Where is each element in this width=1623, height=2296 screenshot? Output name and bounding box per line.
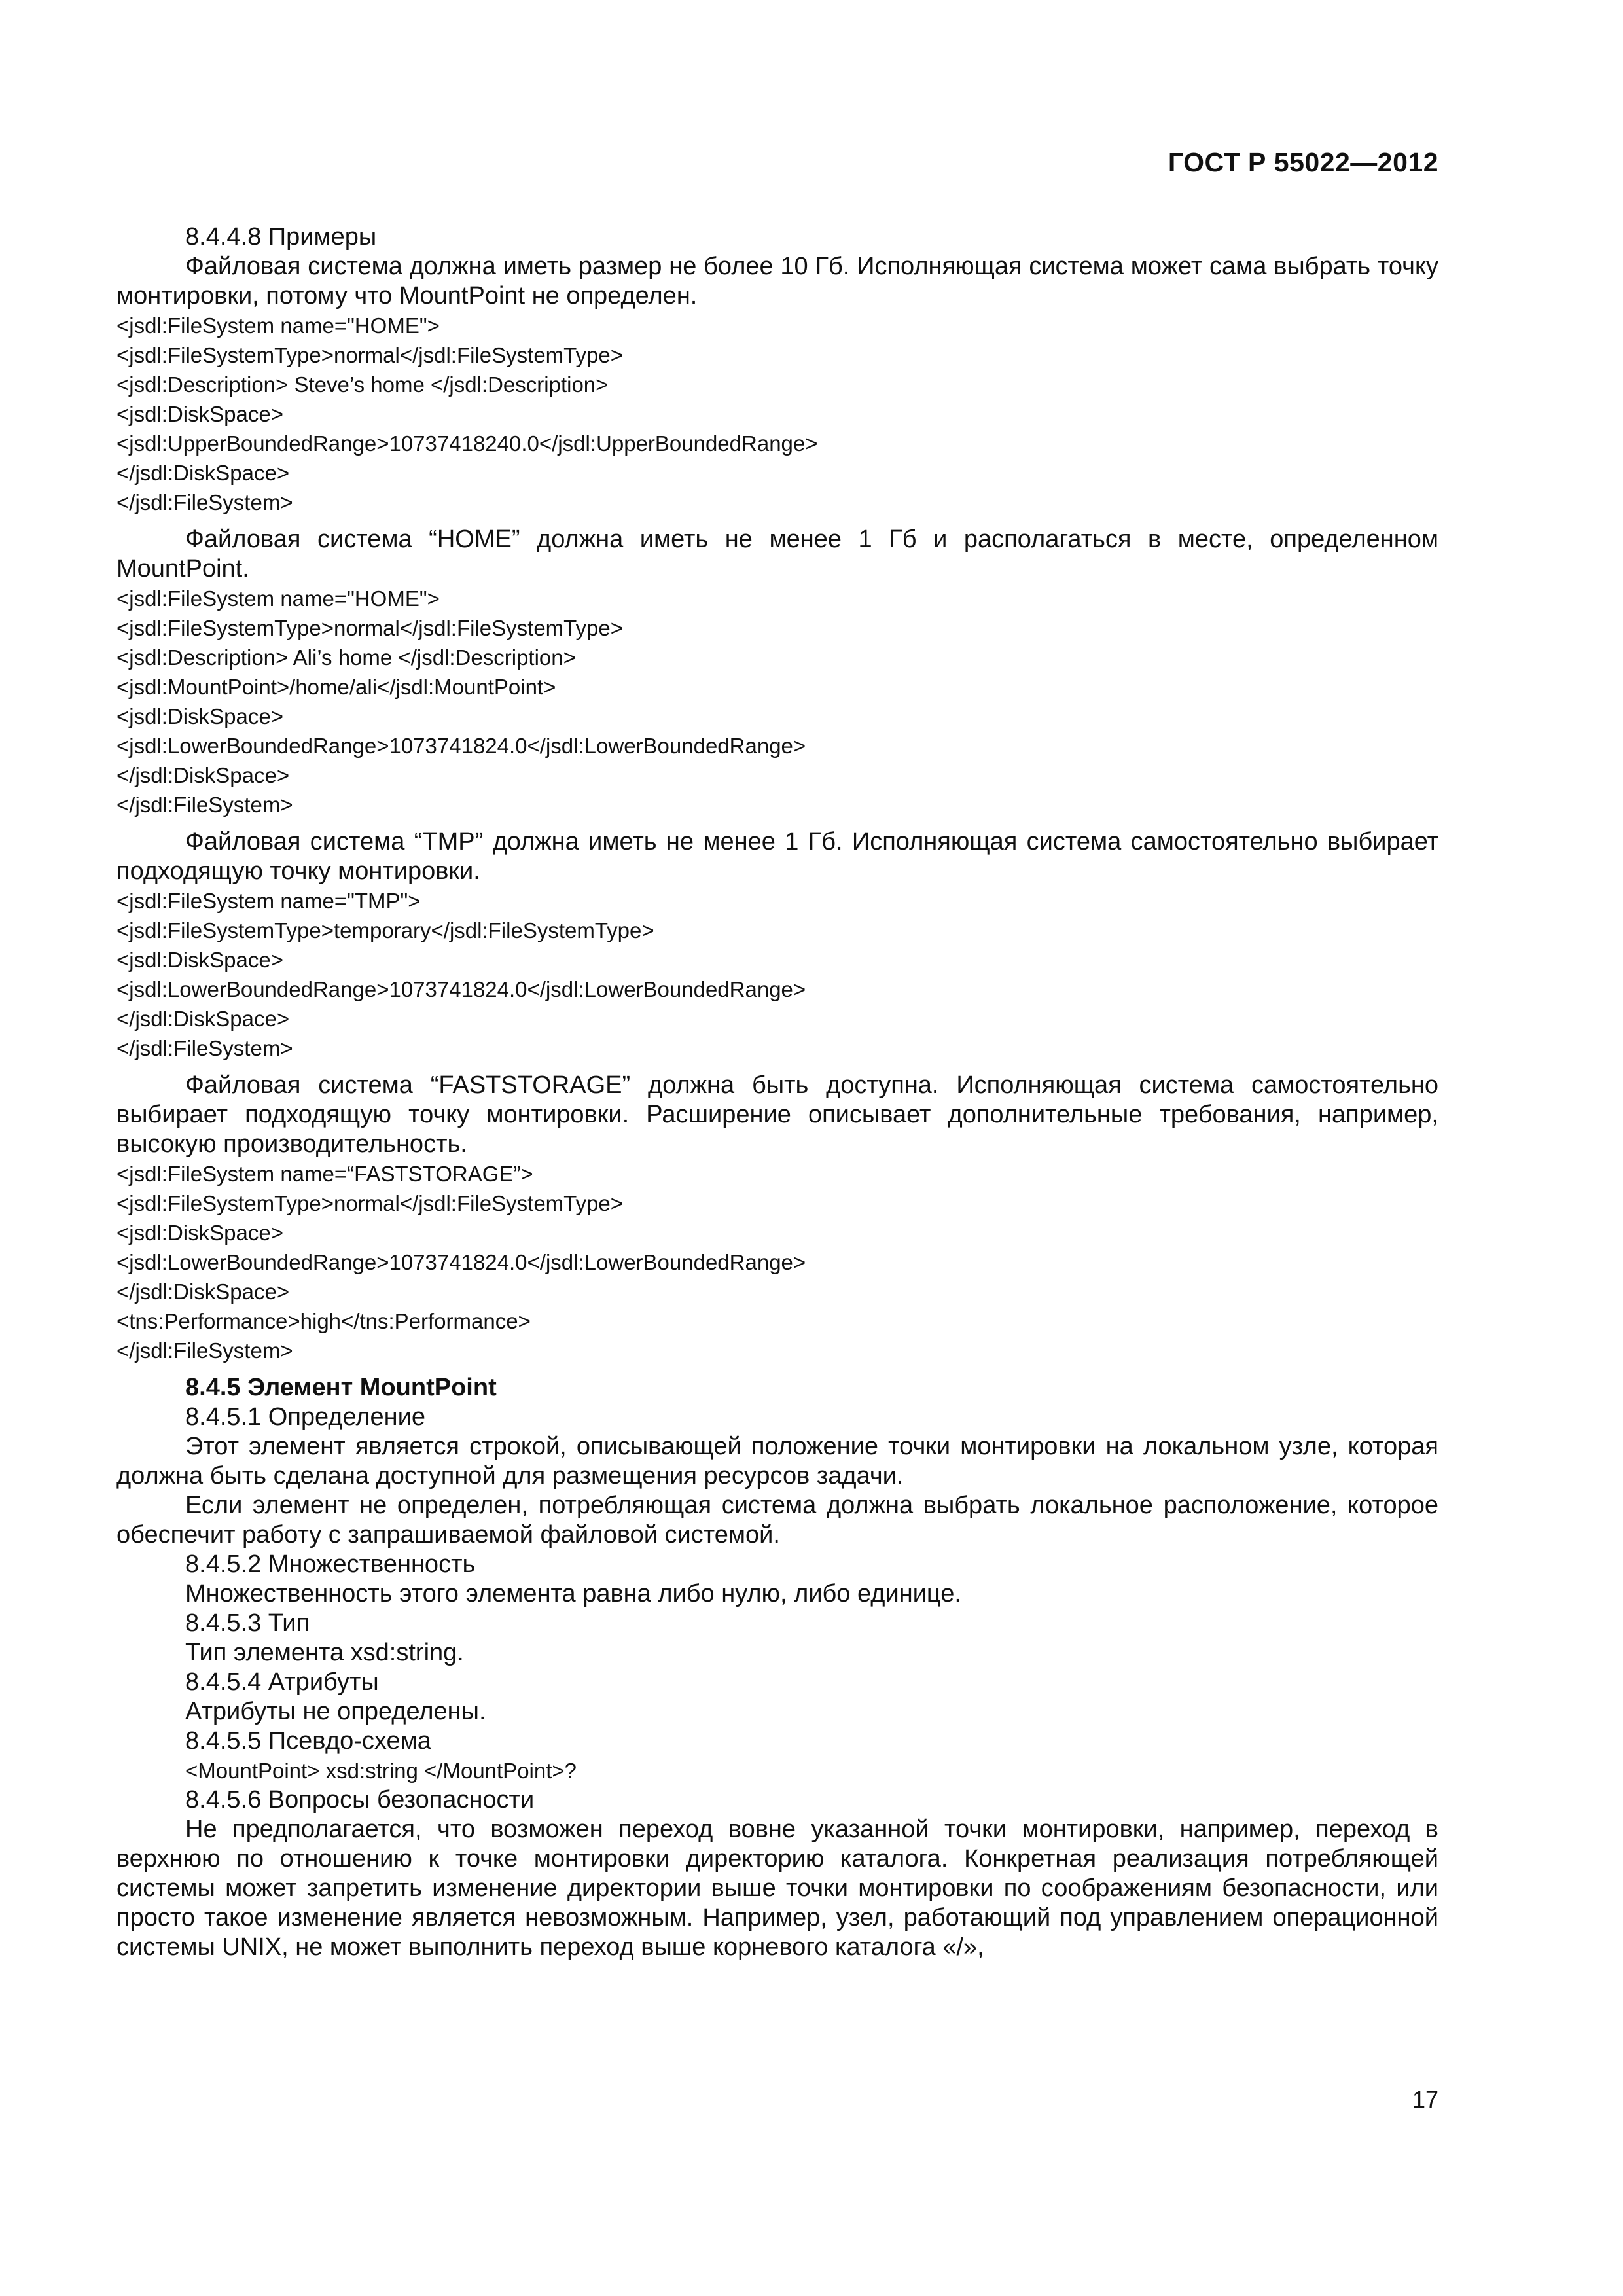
code-line: <jsdl:DiskSpace> xyxy=(116,704,283,728)
example2-code-block xyxy=(116,584,1438,819)
mountpoint-heading: 8.4.5 Элемент MountPoint xyxy=(185,1374,497,1401)
definition-paragraph-2: Если элемент не определен, потребляющая система должна выбрать локальное расположение, которое обеспечит работу с запрашиваемой файловой системой. xyxy=(116,1492,1438,1549)
code-line: </jsdl:DiskSpace> xyxy=(116,1007,290,1031)
code-line: <jsdl:MountPoint>/home/ali</jsdl:MountPoint> xyxy=(116,675,556,699)
code-line: <jsdl:DiskSpace> xyxy=(116,402,283,426)
code-line: <jsdl:FileSystemType>temporary</jsdl:FileSystemType> xyxy=(116,918,654,942)
code-line: <jsdl:FileSystemType>normal</jsdl:FileSystemType> xyxy=(116,1191,623,1215)
definition-heading: 8.4.5.1 Определение xyxy=(185,1403,426,1431)
example1-text: Файловая система должна иметь размер не более 10 Гб. Исполняющая система может сама выбрать точку монтировки, потому что MountPoint не определен. xyxy=(116,253,1438,310)
code-line: <jsdl:UpperBoundedRange>10737418240.0</jsdl:UpperBoundedRange> xyxy=(116,431,818,456)
examples-heading: 8.4.4.8 Примеры xyxy=(185,223,377,251)
code-line: <jsdl:LowerBoundedRange>1073741824.0</jsdl:LowerBoundedRange> xyxy=(116,977,806,1001)
code-line: <jsdl:FileSystem name="HOME"> xyxy=(116,314,440,338)
code-line: </jsdl:FileSystem> xyxy=(116,490,293,514)
example4-text: Файловая система “FASTSTORAGE” должна быть доступна. Исполняющая система самостоятельно выбирает подходящую точку монтировки. Расширение описывает дополнительные требования, например, высокую производительность. xyxy=(116,1071,1438,1158)
code-line: <tns:Performance>high</tns:Performance> xyxy=(116,1309,531,1333)
multiplicity-heading: 8.4.5.2 Множественность xyxy=(185,1551,476,1578)
code-line: </jsdl:DiskSpace> xyxy=(116,461,290,485)
definition-paragraph-1: Этот элемент является строкой, описывающей положение точки монтировки на локальном узле, которая должна быть сделана доступной для размещения ресурсов задачи. xyxy=(116,1433,1438,1490)
code-line: <jsdl:LowerBoundedRange>1073741824.0</jsdl:LowerBoundedRange> xyxy=(116,734,806,758)
code-line: <jsdl:FileSystemType>normal</jsdl:FileSystemType> xyxy=(116,343,623,367)
example1-code-block xyxy=(116,311,1438,517)
code-line: <jsdl:FileSystem name="TMP"> xyxy=(116,889,421,913)
code-line: <jsdl:Description> Steve’s home </jsdl:Description> xyxy=(116,372,609,397)
code-line: </jsdl:FileSystem> xyxy=(116,1338,293,1363)
code-line: <jsdl:FileSystem name=“FASTSTORAGE”> xyxy=(116,1162,533,1186)
code-line: <jsdl:Description> Ali’s home </jsdl:Description> xyxy=(116,645,576,670)
code-line: <jsdl:FileSystem name="HOME"> xyxy=(116,586,440,611)
attributes-heading: 8.4.5.4 Атрибуты xyxy=(185,1668,379,1696)
multiplicity-text: Множественность этого элемента равна либо нулю, либо единице. xyxy=(185,1580,961,1607)
example3-text: Файловая система “TMP” должна иметь не менее 1 Гб. Исполняющая система самостоятельно выбирает подходящую точку монтировки. xyxy=(116,828,1438,885)
code-line: <jsdl:FileSystemType>normal</jsdl:FileSystemType> xyxy=(116,616,623,640)
example3-code-block xyxy=(116,886,1438,1063)
code-line: <jsdl:LowerBoundedRange>1073741824.0</jsdl:LowerBoundedRange> xyxy=(116,1250,806,1274)
document-header: ГОСТ Р 55022—2012 xyxy=(1168,147,1438,177)
code-line: </jsdl:DiskSpace> xyxy=(116,1280,290,1304)
page-number: 17 xyxy=(1412,2086,1438,2113)
code-line: </jsdl:FileSystem> xyxy=(116,1036,293,1060)
example4-code-block xyxy=(116,1159,1438,1365)
security-heading: 8.4.5.6 Вопросы безопасности xyxy=(185,1786,535,1814)
type-heading: 8.4.5.3 Тип xyxy=(185,1609,310,1637)
type-text: Тип элемента xsd:string. xyxy=(185,1639,464,1666)
attributes-text: Атрибуты не определены. xyxy=(185,1698,486,1725)
pseudo-schema-code: <MountPoint> xsd:string </MountPoint>? xyxy=(185,1759,577,1783)
code-line: <jsdl:DiskSpace> xyxy=(116,948,283,972)
example2-text: Файловая система “HOME” должна иметь не менее 1 Гб и располагаться в месте, определенном MountPoint. xyxy=(116,526,1438,583)
code-line: </jsdl:DiskSpace> xyxy=(116,763,290,787)
security-text: Не предполагается, что возможен переход вовне указанной точки монтировки, например, переход в верхнюю по отношению к точке монтировки директорию каталога. Конкретная реализация потребляющей системы может запретить изменение директории выше точки монтировки по соображениям безопасности, или просто такое изменение является невозможным. Например, узел, работающий под управлением операционной системы UNIX, не может выполнить переход выше корневого каталога «/», xyxy=(116,1816,1438,1961)
pseudo-schema-heading: 8.4.5.5 Псевдо-схема xyxy=(185,1727,431,1755)
page-content xyxy=(116,223,1438,1962)
code-line: </jsdl:FileSystem> xyxy=(116,793,293,817)
code-line: <jsdl:DiskSpace> xyxy=(116,1221,283,1245)
